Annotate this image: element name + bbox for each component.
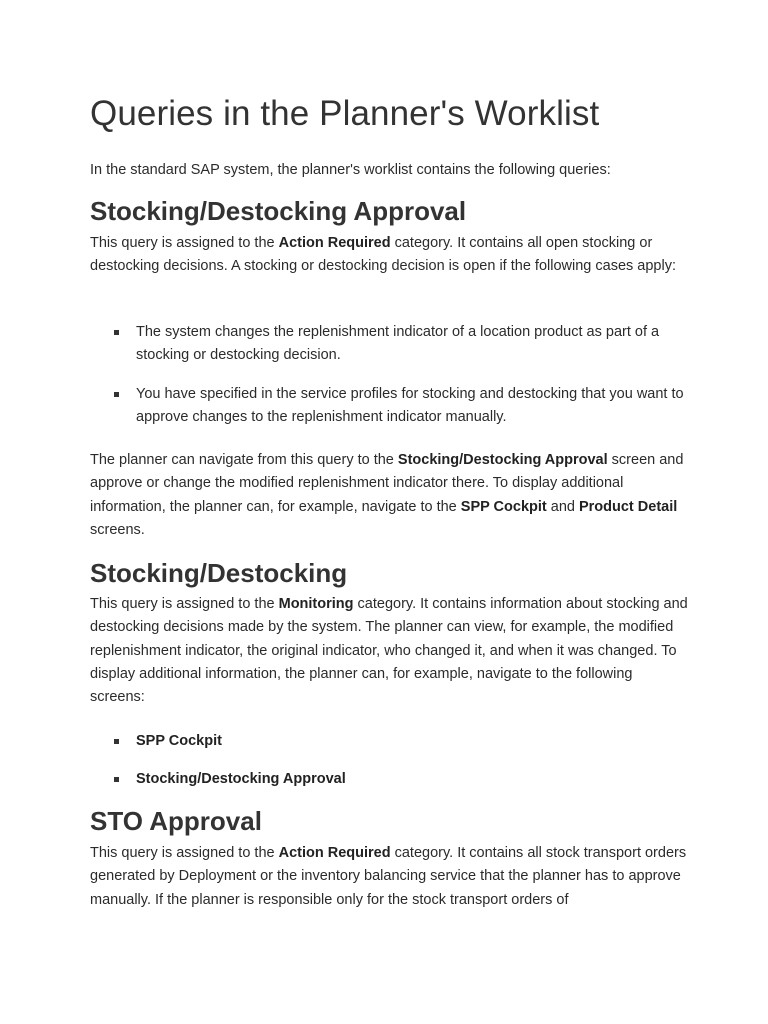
section-2-bullet-1: SPP Cockpit xyxy=(112,730,696,753)
page-title: Queries in the Planner's Worklist xyxy=(90,94,600,133)
section-1-bullet-2: You have specified in the service profiles for stocking and destocking that you want to approve changes to the replenishment indicator manually. xyxy=(112,383,696,430)
section-heading-stocking-destocking: Stocking/Destocking xyxy=(90,558,348,588)
section-1-bullet-1: The system changes the replenishment indicator of a location product as part of a stocking or destocking decision. xyxy=(112,321,696,368)
section-1-paragraph-2: The planner can navigate from this query to the Stocking/Destocking Approval screen and approve or change the modified replenishment indicator there. To display additional information, the planner can, for example, navigate to the SPP Cockpit and Product Detail screens. xyxy=(90,452,684,538)
intro-paragraph: In the standard SAP system, the planner's worklist contains the following queries: xyxy=(90,162,611,178)
section-heading-sto-approval: STO Approval xyxy=(90,806,262,836)
section-2-paragraph-1: This query is assigned to the Monitoring category. It contains information about stocking and destocking decisions made by the system. The planner can view, for example, the modified replenishment indicator, the original indicator, who changed it, and when it was changed. To display additional information, the planner can, for example, navigate to the following screens: xyxy=(90,596,688,706)
section-heading-stocking-destocking-approval: Stocking/Destocking Approval xyxy=(90,196,467,226)
section-1-paragraph-1: This query is assigned to the Action Required category. It contains all open stocking or destocking decisions. A stocking or destocking decision is open if the following cases apply: xyxy=(90,235,676,275)
section-3-paragraph-1: This query is assigned to the Action Required category. It contains all stock transport orders generated by Deployment or the inventory balancing service that the planner has to approve manually. If the planner is responsible only for the stock transport orders of xyxy=(90,845,687,908)
section-2-bullet-2: Stocking/Destocking Approval xyxy=(112,768,696,791)
